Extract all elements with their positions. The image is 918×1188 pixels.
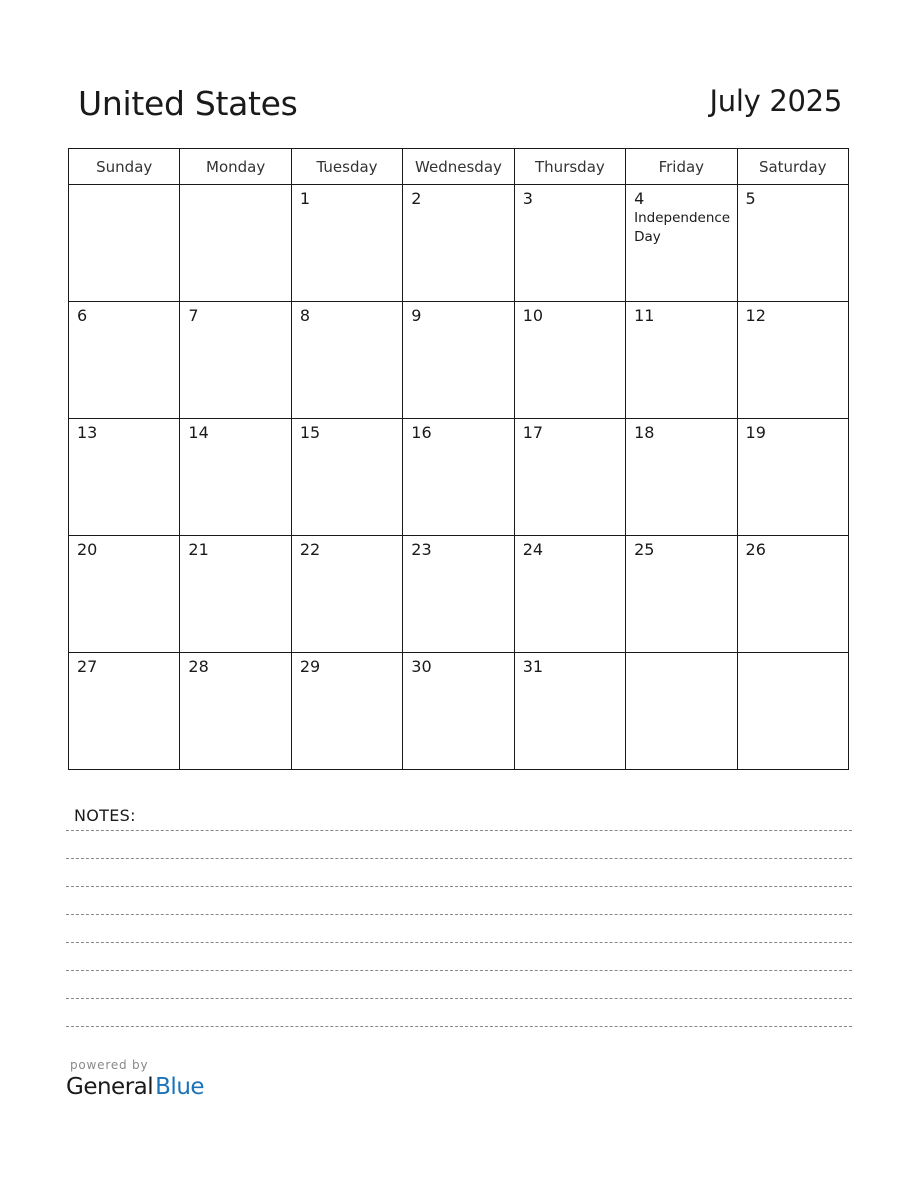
day-number: 16 <box>411 423 432 442</box>
day-number: 7 <box>188 306 199 325</box>
note-line <box>66 886 852 887</box>
day-number: 28 <box>188 657 209 676</box>
day-number: 10 <box>522 306 544 325</box>
note-line <box>66 914 852 915</box>
day-cell <box>626 419 737 536</box>
note-line <box>66 942 852 943</box>
day-number: 29 <box>299 657 321 676</box>
day-cell <box>180 302 291 419</box>
day-cell <box>403 536 514 653</box>
day-cell <box>737 419 848 536</box>
day-number: 9 <box>411 306 422 325</box>
week-row <box>69 653 849 770</box>
day-number: 30 <box>411 657 432 676</box>
day-number: 1 <box>299 189 311 208</box>
day-cell <box>291 419 402 536</box>
day-cell <box>626 536 737 653</box>
day-cell <box>291 653 402 770</box>
page-title: United States <box>78 84 298 123</box>
day-cell <box>69 536 180 653</box>
day-cell <box>180 419 291 536</box>
day-cell <box>403 419 514 536</box>
calendar-grid <box>68 148 849 770</box>
week-row <box>69 302 849 419</box>
day-number: 20 <box>77 540 98 559</box>
day-number: 3 <box>522 189 533 208</box>
day-number: 18 <box>634 423 655 442</box>
day-number: 31 <box>522 657 544 676</box>
note-line <box>66 858 852 859</box>
day-cell <box>403 302 514 419</box>
day-number: 24 <box>522 540 544 559</box>
brand-logo <box>66 1074 204 1100</box>
weekday-tuesday: Tuesday <box>291 149 402 185</box>
day-cell <box>291 302 402 419</box>
day-cell <box>180 185 291 302</box>
day-number: 13 <box>77 423 98 442</box>
day-cell <box>514 536 625 653</box>
day-number <box>69 185 179 189</box>
day-number: 22 <box>299 540 321 559</box>
note-line <box>66 1026 852 1027</box>
day-number: 21 <box>188 540 209 559</box>
powered-by-text: powered by <box>70 1058 149 1072</box>
day-cell <box>737 302 848 419</box>
day-number: 14 <box>188 423 209 442</box>
day-number: 12 <box>745 306 766 325</box>
day-number: 2 <box>411 189 422 208</box>
brand-general: General <box>66 1074 154 1100</box>
day-number: 8 <box>299 306 311 325</box>
day-number: 15 <box>299 423 321 442</box>
week-row <box>69 536 849 653</box>
day-cell <box>69 302 180 419</box>
day-number <box>738 653 848 657</box>
day-number: 23 <box>411 540 432 559</box>
day-cell <box>514 419 625 536</box>
day-cell <box>737 653 848 770</box>
note-line <box>66 998 852 999</box>
month-year: July 2025 <box>709 84 842 118</box>
day-cell <box>737 185 848 302</box>
notes-label: NOTES: <box>74 806 136 825</box>
day-cell <box>291 536 402 653</box>
weekday-thursday: Thursday <box>514 149 625 185</box>
weekday-header-row <box>69 149 849 185</box>
day-cell <box>180 536 291 653</box>
day-cell <box>403 653 514 770</box>
day-number <box>626 653 736 657</box>
day-cell <box>514 185 625 302</box>
weekday-sunday: Sunday <box>69 149 180 185</box>
day-number: 26 <box>745 540 766 559</box>
day-number: 4 <box>634 189 645 208</box>
day-cell <box>69 653 180 770</box>
holiday-label: Independence Day <box>634 210 731 245</box>
day-number: 6 <box>77 306 88 325</box>
week-row <box>69 185 849 302</box>
weekday-friday: Friday <box>626 149 737 185</box>
day-number: 5 <box>745 189 756 208</box>
day-cell <box>180 653 291 770</box>
day-cell <box>626 653 737 770</box>
day-number: 17 <box>522 423 544 442</box>
note-line <box>66 970 852 971</box>
note-line <box>66 830 852 831</box>
day-cell <box>69 185 180 302</box>
day-number: 19 <box>745 423 766 442</box>
day-number: 25 <box>634 540 655 559</box>
day-cell <box>403 185 514 302</box>
weekday-monday: Monday <box>180 149 291 185</box>
day-cell <box>514 653 625 770</box>
week-row <box>69 419 849 536</box>
brand-blue: Blue <box>155 1074 205 1100</box>
day-number: 11 <box>634 306 655 325</box>
day-number <box>180 185 290 189</box>
day-cell <box>69 419 180 536</box>
day-cell <box>291 185 402 302</box>
day-cell <box>737 536 848 653</box>
day-cell-holiday <box>626 185 737 302</box>
day-number: 27 <box>77 657 98 676</box>
weekday-saturday: Saturday <box>737 149 848 185</box>
day-cell <box>626 302 737 419</box>
day-cell <box>514 302 625 419</box>
weekday-wednesday: Wednesday <box>403 149 514 185</box>
